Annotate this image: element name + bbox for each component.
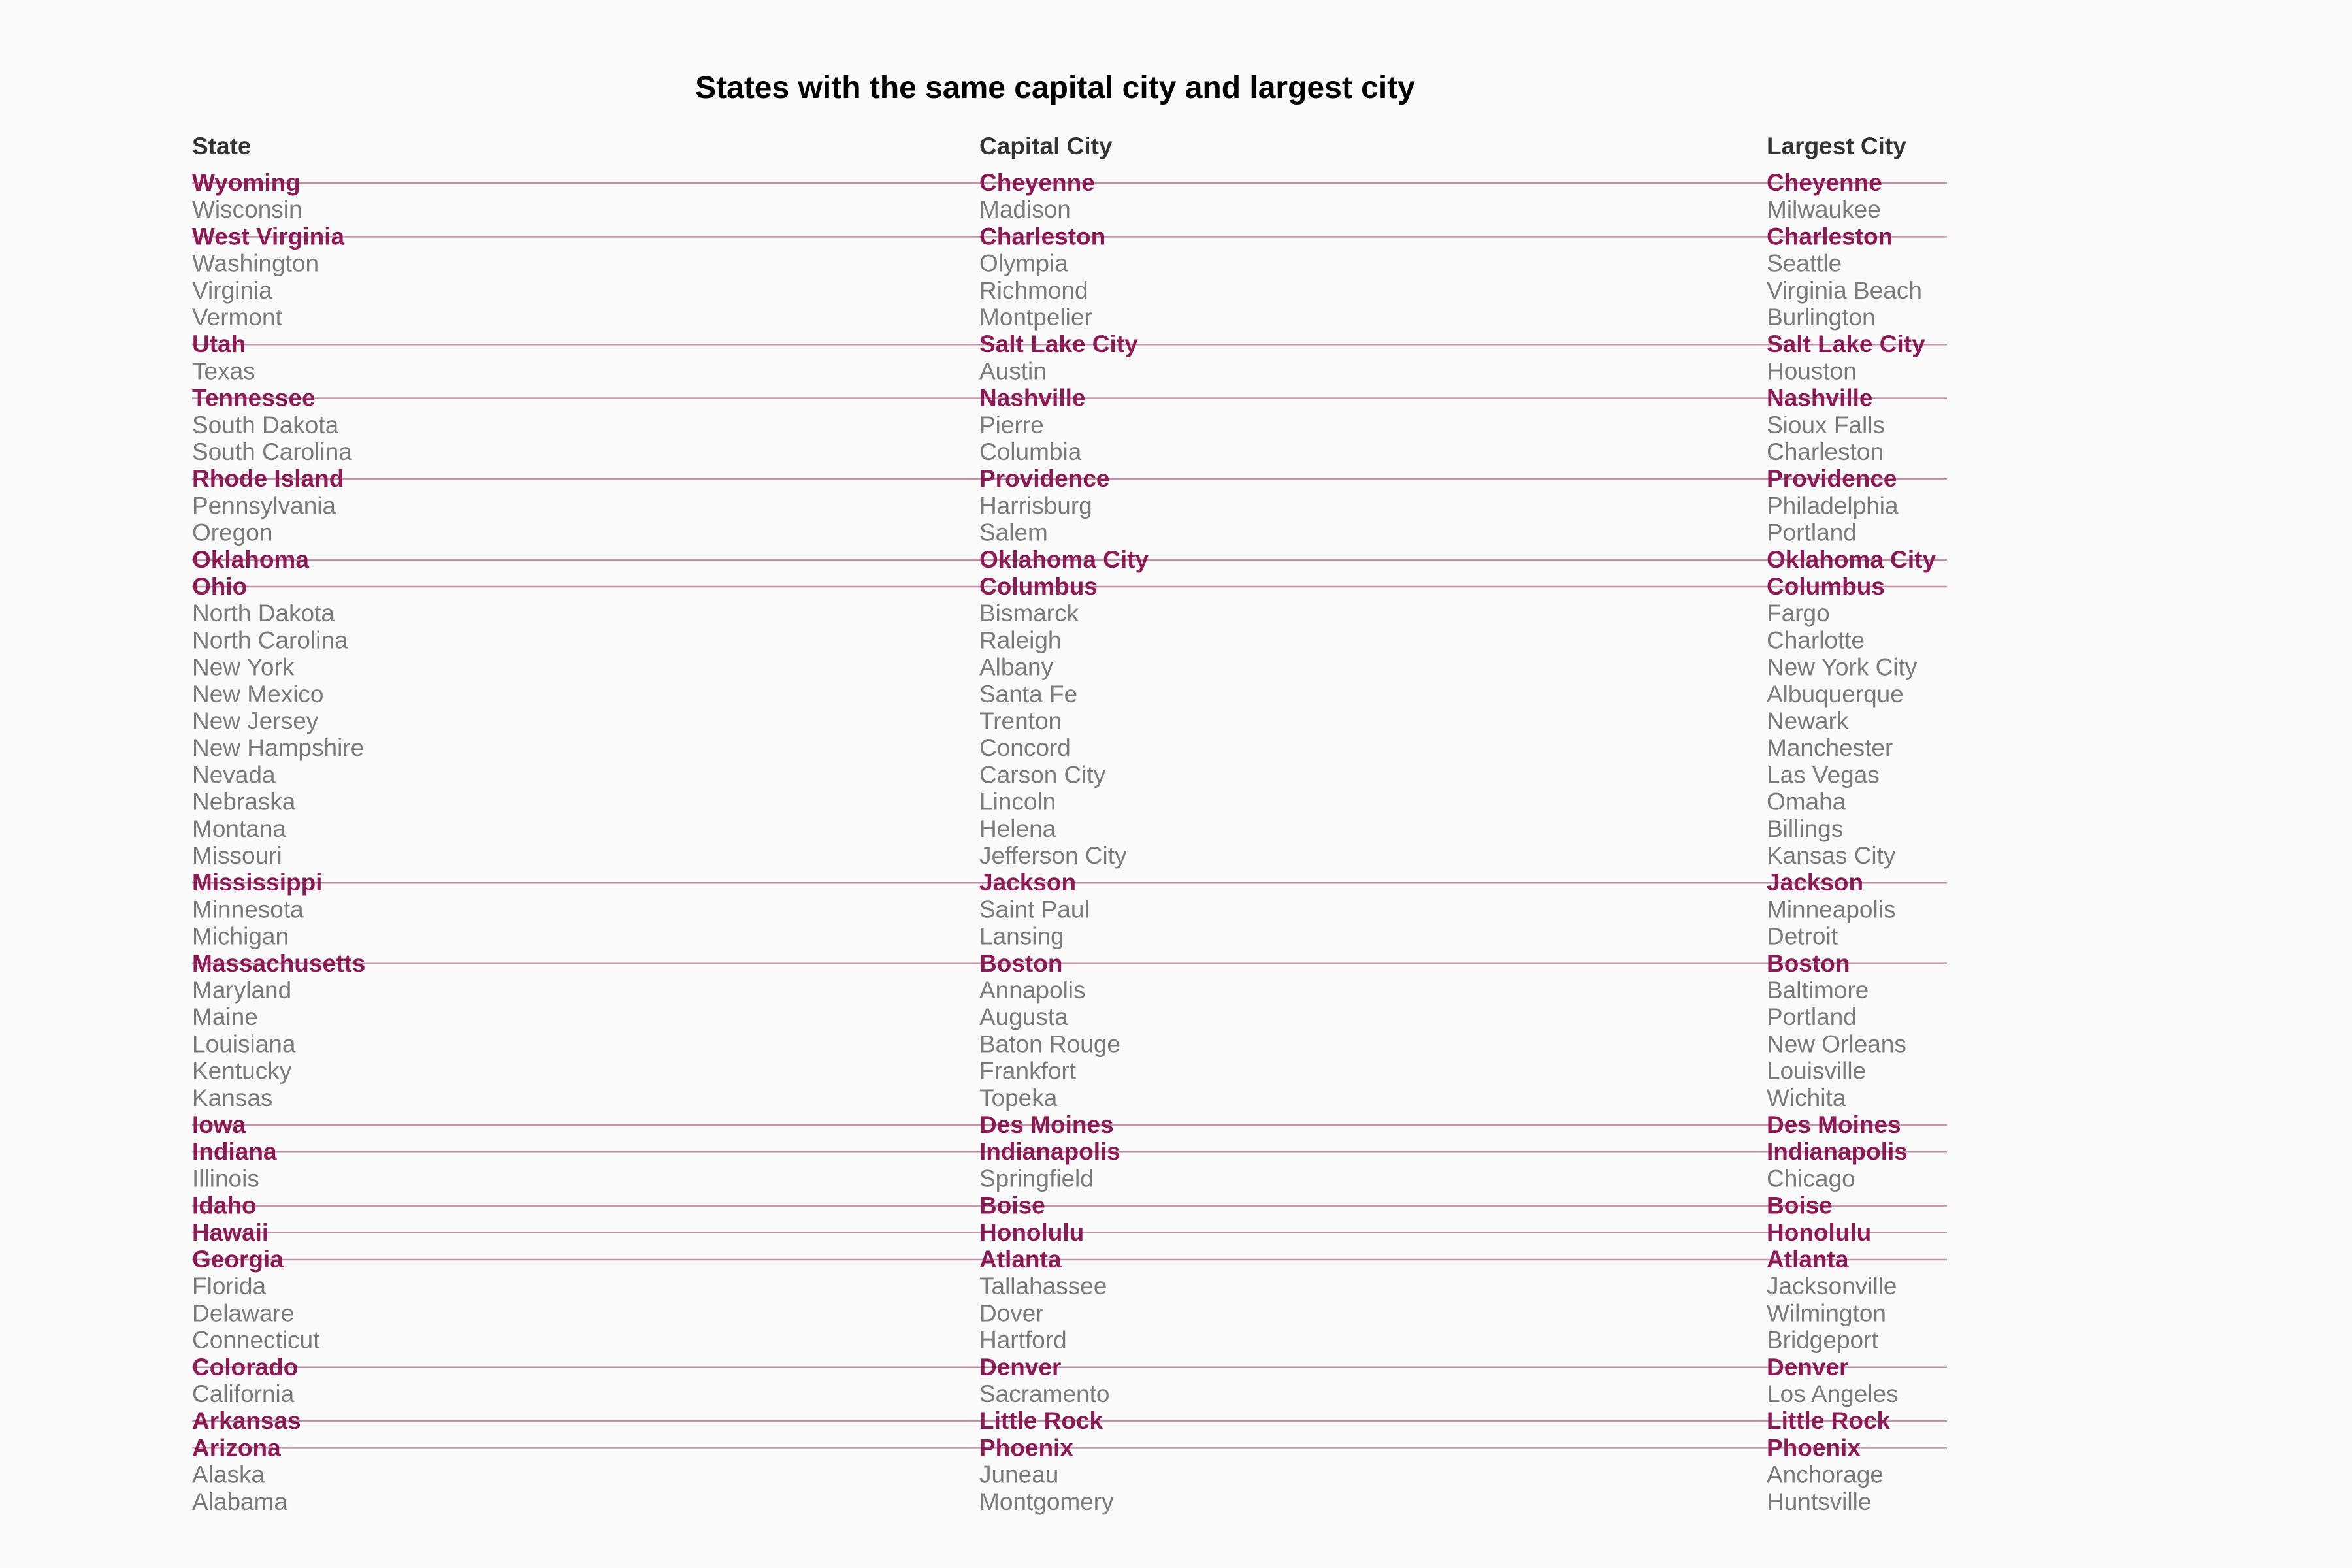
cell-largest: Des Moines [1767, 1111, 1901, 1138]
cell-state: Alaska [192, 1461, 265, 1488]
table-row [192, 1165, 1855, 1192]
cell-capital: Hartford [979, 1326, 1067, 1354]
cell-state: Montana [192, 815, 286, 842]
table-row [192, 1488, 1871, 1515]
table-row [192, 412, 1885, 438]
cell-capital: Oklahoma City [979, 546, 1149, 573]
cell-state: Maine [192, 1004, 258, 1031]
cell-largest: Cheyenne [1767, 169, 1882, 196]
cell-state: Wisconsin [192, 196, 302, 223]
cell-capital: Boise [979, 1192, 1045, 1219]
table-row [192, 977, 1869, 1004]
cell-largest: Atlanta [1767, 1246, 1849, 1273]
cell-largest: Chicago [1767, 1165, 1855, 1192]
table-row [192, 654, 1918, 681]
cell-largest: Boise [1767, 1192, 1833, 1219]
table-row [192, 1085, 1846, 1111]
table-row [192, 789, 1846, 815]
cell-largest: Providence [1767, 465, 1897, 493]
table-row [192, 815, 1843, 842]
cell-state: Georgia [192, 1246, 284, 1273]
column-header-largest-city: Largest City [1767, 133, 1906, 159]
cell-largest: Indianapolis [1767, 1138, 1908, 1166]
table-row [192, 1462, 1884, 1488]
table-row [192, 277, 1922, 304]
cell-state: Rhode Island [192, 465, 344, 493]
cell-capital: Nashville [979, 384, 1086, 412]
table-row [192, 600, 1830, 627]
table-row [192, 304, 1876, 331]
cell-largest: Manchester [1767, 734, 1893, 762]
cell-capital: Bismarck [979, 600, 1079, 627]
cell-state: North Carolina [192, 627, 348, 654]
cell-capital: Olympia [979, 250, 1068, 277]
table-row [192, 923, 1838, 950]
cell-largest: Portland [1767, 519, 1857, 546]
cell-state: Michigan [192, 923, 289, 950]
cell-largest: Albuquerque [1767, 680, 1904, 708]
cell-capital: Little Rock [979, 1407, 1103, 1435]
table-row [192, 492, 1899, 519]
table-row [192, 1030, 1906, 1057]
cell-largest: Las Vegas [1767, 761, 1880, 789]
table-row [192, 438, 1884, 465]
cell-largest: Huntsville [1767, 1488, 1872, 1515]
table-row [192, 1058, 1866, 1085]
cell-capital: Denver [979, 1353, 1062, 1380]
cell-state: Arizona [192, 1434, 281, 1462]
table-row [192, 1004, 1857, 1030]
cell-state: New Mexico [192, 680, 324, 708]
cell-capital: Baton Rouge [979, 1030, 1121, 1058]
cell-largest: Los Angeles [1767, 1380, 1899, 1407]
cell-state: Alabama [192, 1488, 288, 1515]
cell-state: Idaho [192, 1192, 257, 1219]
cell-state: Nebraska [192, 788, 296, 815]
table-row [192, 681, 1904, 708]
cell-largest: Bridgeport [1767, 1326, 1878, 1354]
cell-state: Mississippi [192, 869, 323, 896]
cell-state: Iowa [192, 1111, 246, 1138]
cell-largest: Virginia Beach [1767, 276, 1922, 304]
cell-state: West Virginia [192, 223, 345, 250]
cell-largest: Nashville [1767, 384, 1873, 412]
cell-capital: Cheyenne [979, 169, 1095, 196]
cell-largest: Phoenix [1767, 1434, 1861, 1462]
cell-largest: Denver [1767, 1353, 1849, 1380]
cell-capital: Topeka [979, 1084, 1058, 1111]
cell-state: South Carolina [192, 438, 352, 465]
cell-state: New Hampshire [192, 734, 365, 762]
table-row [192, 196, 1881, 223]
cell-largest: Columbus [1767, 573, 1885, 600]
cell-largest: Burlington [1767, 304, 1876, 331]
cell-largest: Seattle [1767, 250, 1842, 277]
table-row [192, 734, 1893, 761]
cell-largest: Houston [1767, 357, 1857, 385]
table-row [192, 1327, 1878, 1354]
cell-state: Oklahoma [192, 546, 309, 573]
cell-capital: Lincoln [979, 788, 1056, 815]
table-rows [192, 169, 1936, 1515]
cell-capital: Helena [979, 815, 1056, 842]
cell-largest: Little Rock [1767, 1407, 1891, 1435]
cell-largest: Boston [1767, 949, 1850, 977]
cell-capital: Honolulu [979, 1218, 1085, 1246]
cell-state: Delaware [192, 1299, 295, 1327]
cell-state: Indiana [192, 1138, 277, 1166]
cell-largest: Milwaukee [1767, 196, 1881, 223]
cell-state: Ohio [192, 573, 248, 600]
cell-state: Pennsylvania [192, 492, 336, 519]
cell-state: Wyoming [192, 169, 301, 196]
cell-capital: Salt Lake City [979, 331, 1138, 358]
cell-state: Illinois [192, 1165, 259, 1192]
cell-state: Massachusetts [192, 949, 366, 977]
cell-capital: Des Moines [979, 1111, 1114, 1138]
cell-largest: Charleston [1767, 223, 1893, 250]
cell-largest: Anchorage [1767, 1461, 1884, 1488]
cell-largest: Charlotte [1767, 627, 1865, 654]
cell-capital: Austin [979, 357, 1047, 385]
cell-largest: Baltimore [1767, 977, 1869, 1004]
cell-capital: Richmond [979, 276, 1088, 304]
cell-state: Colorado [192, 1353, 299, 1380]
table-row [192, 627, 1865, 653]
cell-capital: Jefferson City [979, 842, 1127, 869]
cell-largest: Wichita [1767, 1084, 1846, 1111]
cell-capital: Juneau [979, 1461, 1059, 1488]
cell-largest: Philadelphia [1767, 492, 1899, 519]
cell-largest: New Orleans [1767, 1030, 1906, 1058]
cell-largest: New York City [1767, 653, 1918, 681]
cell-capital: Sacramento [979, 1380, 1110, 1407]
cell-capital: Columbus [979, 573, 1098, 600]
cell-capital: Charleston [979, 223, 1106, 250]
cell-state: Oregon [192, 519, 273, 546]
table-row [192, 357, 1857, 384]
cell-state: Maryland [192, 977, 292, 1004]
cell-state: Arkansas [192, 1407, 301, 1435]
column-header-capital-city: Capital City [979, 133, 1113, 159]
cell-capital: Concord [979, 734, 1071, 762]
table-row [192, 519, 1857, 546]
cell-capital: Salem [979, 519, 1048, 546]
cell-state: Hawaii [192, 1218, 269, 1246]
cell-capital: Jackson [979, 869, 1077, 896]
cell-capital: Carson City [979, 761, 1106, 789]
cell-largest: Honolulu [1767, 1218, 1872, 1246]
cell-capital: Columbia [979, 438, 1082, 465]
cell-largest: Oklahoma City [1767, 546, 1936, 573]
cell-capital: Boston [979, 949, 1063, 977]
cell-state: New York [192, 653, 295, 681]
cell-largest: Jackson [1767, 869, 1864, 896]
cell-largest: Omaha [1767, 788, 1846, 815]
table-row [192, 250, 1842, 277]
cell-state: Texas [192, 357, 255, 385]
cell-capital: Lansing [979, 923, 1064, 950]
cell-state: Kentucky [192, 1057, 292, 1085]
cell-capital: Pierre [979, 411, 1044, 438]
cell-capital: Madison [979, 196, 1071, 223]
cell-capital: Trenton [979, 708, 1062, 734]
cell-state: South Dakota [192, 411, 339, 438]
table-row [192, 708, 1849, 734]
cell-capital: Tallahassee [979, 1273, 1107, 1300]
cell-largest: Portland [1767, 1004, 1857, 1031]
cell-largest: Kansas City [1767, 842, 1896, 869]
cell-capital: Augusta [979, 1004, 1068, 1031]
table-row [192, 761, 1880, 788]
cell-state: Kansas [192, 1084, 273, 1111]
cell-capital: Indianapolis [979, 1138, 1120, 1166]
cell-largest: Salt Lake City [1767, 331, 1925, 358]
cell-largest: Detroit [1767, 923, 1838, 950]
table-row [192, 842, 1896, 869]
table-row [192, 1299, 1886, 1326]
cell-capital: Harrisburg [979, 492, 1092, 519]
cell-largest: Billings [1767, 815, 1844, 842]
cell-largest: Charleston [1767, 438, 1884, 465]
cell-capital: Frankfort [979, 1057, 1077, 1085]
table-row [192, 896, 1895, 923]
cell-state: New Jersey [192, 708, 319, 734]
cell-state: Florida [192, 1273, 267, 1300]
cell-capital: Saint Paul [979, 896, 1090, 923]
cell-capital: Providence [979, 465, 1110, 493]
cell-largest: Minneapolis [1767, 896, 1896, 923]
cell-state: Washington [192, 250, 319, 277]
column-header-state: State [192, 133, 252, 159]
cell-state: Minnesota [192, 896, 304, 923]
cell-state: California [192, 1380, 295, 1407]
cell-largest: Louisville [1767, 1057, 1867, 1085]
cell-capital: Albany [979, 653, 1054, 681]
cell-state: Nevada [192, 761, 276, 789]
cell-state: Virginia [192, 276, 272, 304]
cell-state: Missouri [192, 842, 282, 869]
cell-state: Connecticut [192, 1326, 320, 1354]
cell-capital: Phoenix [979, 1434, 1073, 1462]
cell-capital: Montgomery [979, 1488, 1114, 1515]
cell-largest: Newark [1767, 708, 1849, 734]
cell-state: North Dakota [192, 600, 335, 627]
cell-state: Louisiana [192, 1030, 296, 1058]
cell-largest: Jacksonville [1767, 1273, 1897, 1300]
cell-capital: Santa Fe [979, 680, 1078, 708]
cell-capital: Dover [979, 1299, 1044, 1327]
cell-largest: Fargo [1767, 600, 1830, 627]
cell-capital: Montpelier [979, 304, 1092, 331]
cell-capital: Annapolis [979, 977, 1086, 1004]
table-row [192, 1380, 1899, 1407]
cell-state: Tennessee [192, 384, 316, 412]
cell-largest: Sioux Falls [1767, 411, 1885, 438]
cell-capital: Atlanta [979, 1246, 1062, 1273]
chart-title: States with the same capital city and largest city [695, 71, 1415, 105]
cell-capital: Raleigh [979, 627, 1062, 654]
cell-state: Vermont [192, 304, 282, 331]
cell-capital: Springfield [979, 1165, 1094, 1192]
cell-state: Utah [192, 331, 246, 358]
connector-lines [192, 183, 1947, 1448]
cell-largest: Wilmington [1767, 1299, 1886, 1327]
table-row [192, 1273, 1897, 1299]
